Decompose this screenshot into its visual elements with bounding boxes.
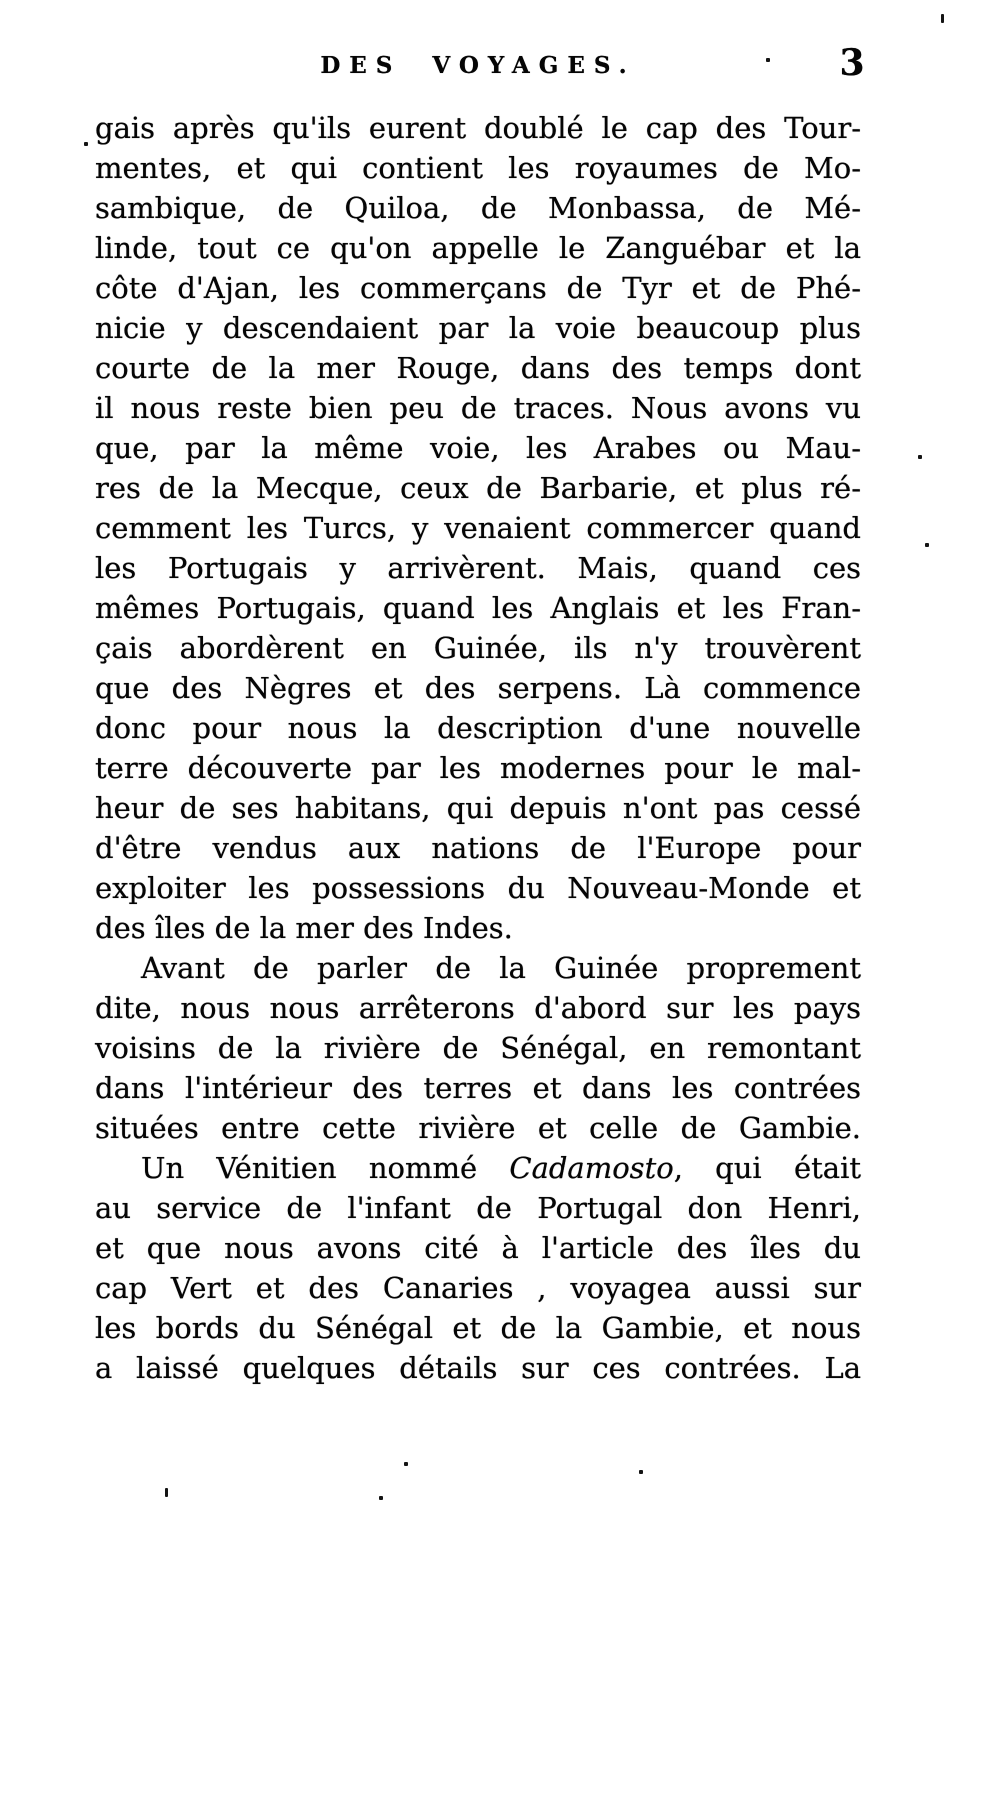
text-line: des îles de la mer des Indes. (95, 911, 513, 945)
text-line: donc pour nous la description d'une nouvelle (95, 711, 861, 745)
text-line: dite, nous nous arrêterons d'abord sur les pays (95, 991, 861, 1025)
text-line: Avant de parler de la Guinée proprement (141, 951, 861, 985)
text-line: sambique, de Quiloa, de Monbassa, de Mé- (95, 191, 861, 225)
text-line: les Portugais y arrivèrent. Mais, quand ces (95, 551, 861, 585)
text-line: situées entre cette rivière et celle de Gambie. (95, 1111, 861, 1145)
text-line: courte de la mer Rouge, dans des temps dont (95, 351, 861, 385)
text-line: que, par la même voie, les Arabes ou Mau- (95, 431, 861, 465)
text-line: les bords du Sénégal et de la Gambie, et nous (95, 1311, 861, 1345)
text-line: dans l'intérieur des terres et dans les contrées (95, 1071, 861, 1105)
text-line: cap Vert et des Canaries , voyagea aussi sur (95, 1271, 861, 1305)
ink-speck (165, 1488, 168, 1497)
ink-speck (84, 142, 88, 146)
text-line: que des Nègres et des serpens. Là commence (95, 671, 861, 705)
text-line: côte d'Ajan, les commerçans de Tyr et de Phé- (95, 271, 861, 305)
text-line: au service de l'infant de Portugal don Henri, (95, 1191, 861, 1225)
ink-speck (766, 58, 770, 62)
text-block (95, 108, 861, 1388)
text-line: mêmes Portugais, quand les Anglais et les Fran- (95, 591, 861, 625)
text-line: cemment les Turcs, y venaient commercer quand (95, 511, 861, 545)
text-line: linde, tout ce qu'on appelle le Zanguébar et la (95, 231, 861, 265)
text-line: nicie y descendaient par la voie beaucoup plus (95, 311, 861, 345)
text-line: heur de ses habitans, qui depuis n'ont pas cessé (95, 791, 861, 825)
text-line: mentes, et qui contient les royaumes de Mo- (95, 151, 861, 185)
paragraph (95, 948, 861, 1148)
text-line: res de la Mecque, ceux de Barbarie, et plus ré- (95, 471, 861, 505)
text-line: exploiter les possessions du Nouveau-Monde et (95, 871, 861, 905)
ink-speck (918, 455, 922, 459)
text-line: a laissé quelques détails sur ces contrées. La (95, 1351, 861, 1385)
ink-speck (941, 14, 944, 23)
text-line: voisins de la rivière de Sénégal, en remontant (95, 1031, 861, 1065)
text-line: terre découverte par les modernes pour le mal- (95, 751, 861, 785)
ink-speck (639, 1470, 643, 1474)
ink-speck (925, 543, 929, 547)
text-line: il nous reste bien peu de traces. Nous avons vu (95, 391, 861, 425)
ink-speck (404, 1462, 408, 1466)
text-line: d'être vendus aux nations de l'Europe pour (95, 831, 861, 865)
page-number: 3 (839, 42, 865, 84)
paragraph (95, 108, 861, 948)
italic-text: Cadamosto (509, 1151, 674, 1185)
running-header-title: DES VOYAGES. (320, 52, 636, 79)
text-line: et que nous avons cité à l'article des îles du (95, 1231, 861, 1265)
text-line: gais après qu'ils eurent doublé le cap des Tour- (95, 111, 861, 145)
paragraph (95, 1148, 861, 1388)
text-line: Un Vénitien nommé Cadamosto, qui était (141, 1151, 861, 1185)
text-line: çais abordèrent en Guinée, ils n'y trouvèrent (95, 631, 861, 665)
ink-speck (379, 1496, 383, 1500)
